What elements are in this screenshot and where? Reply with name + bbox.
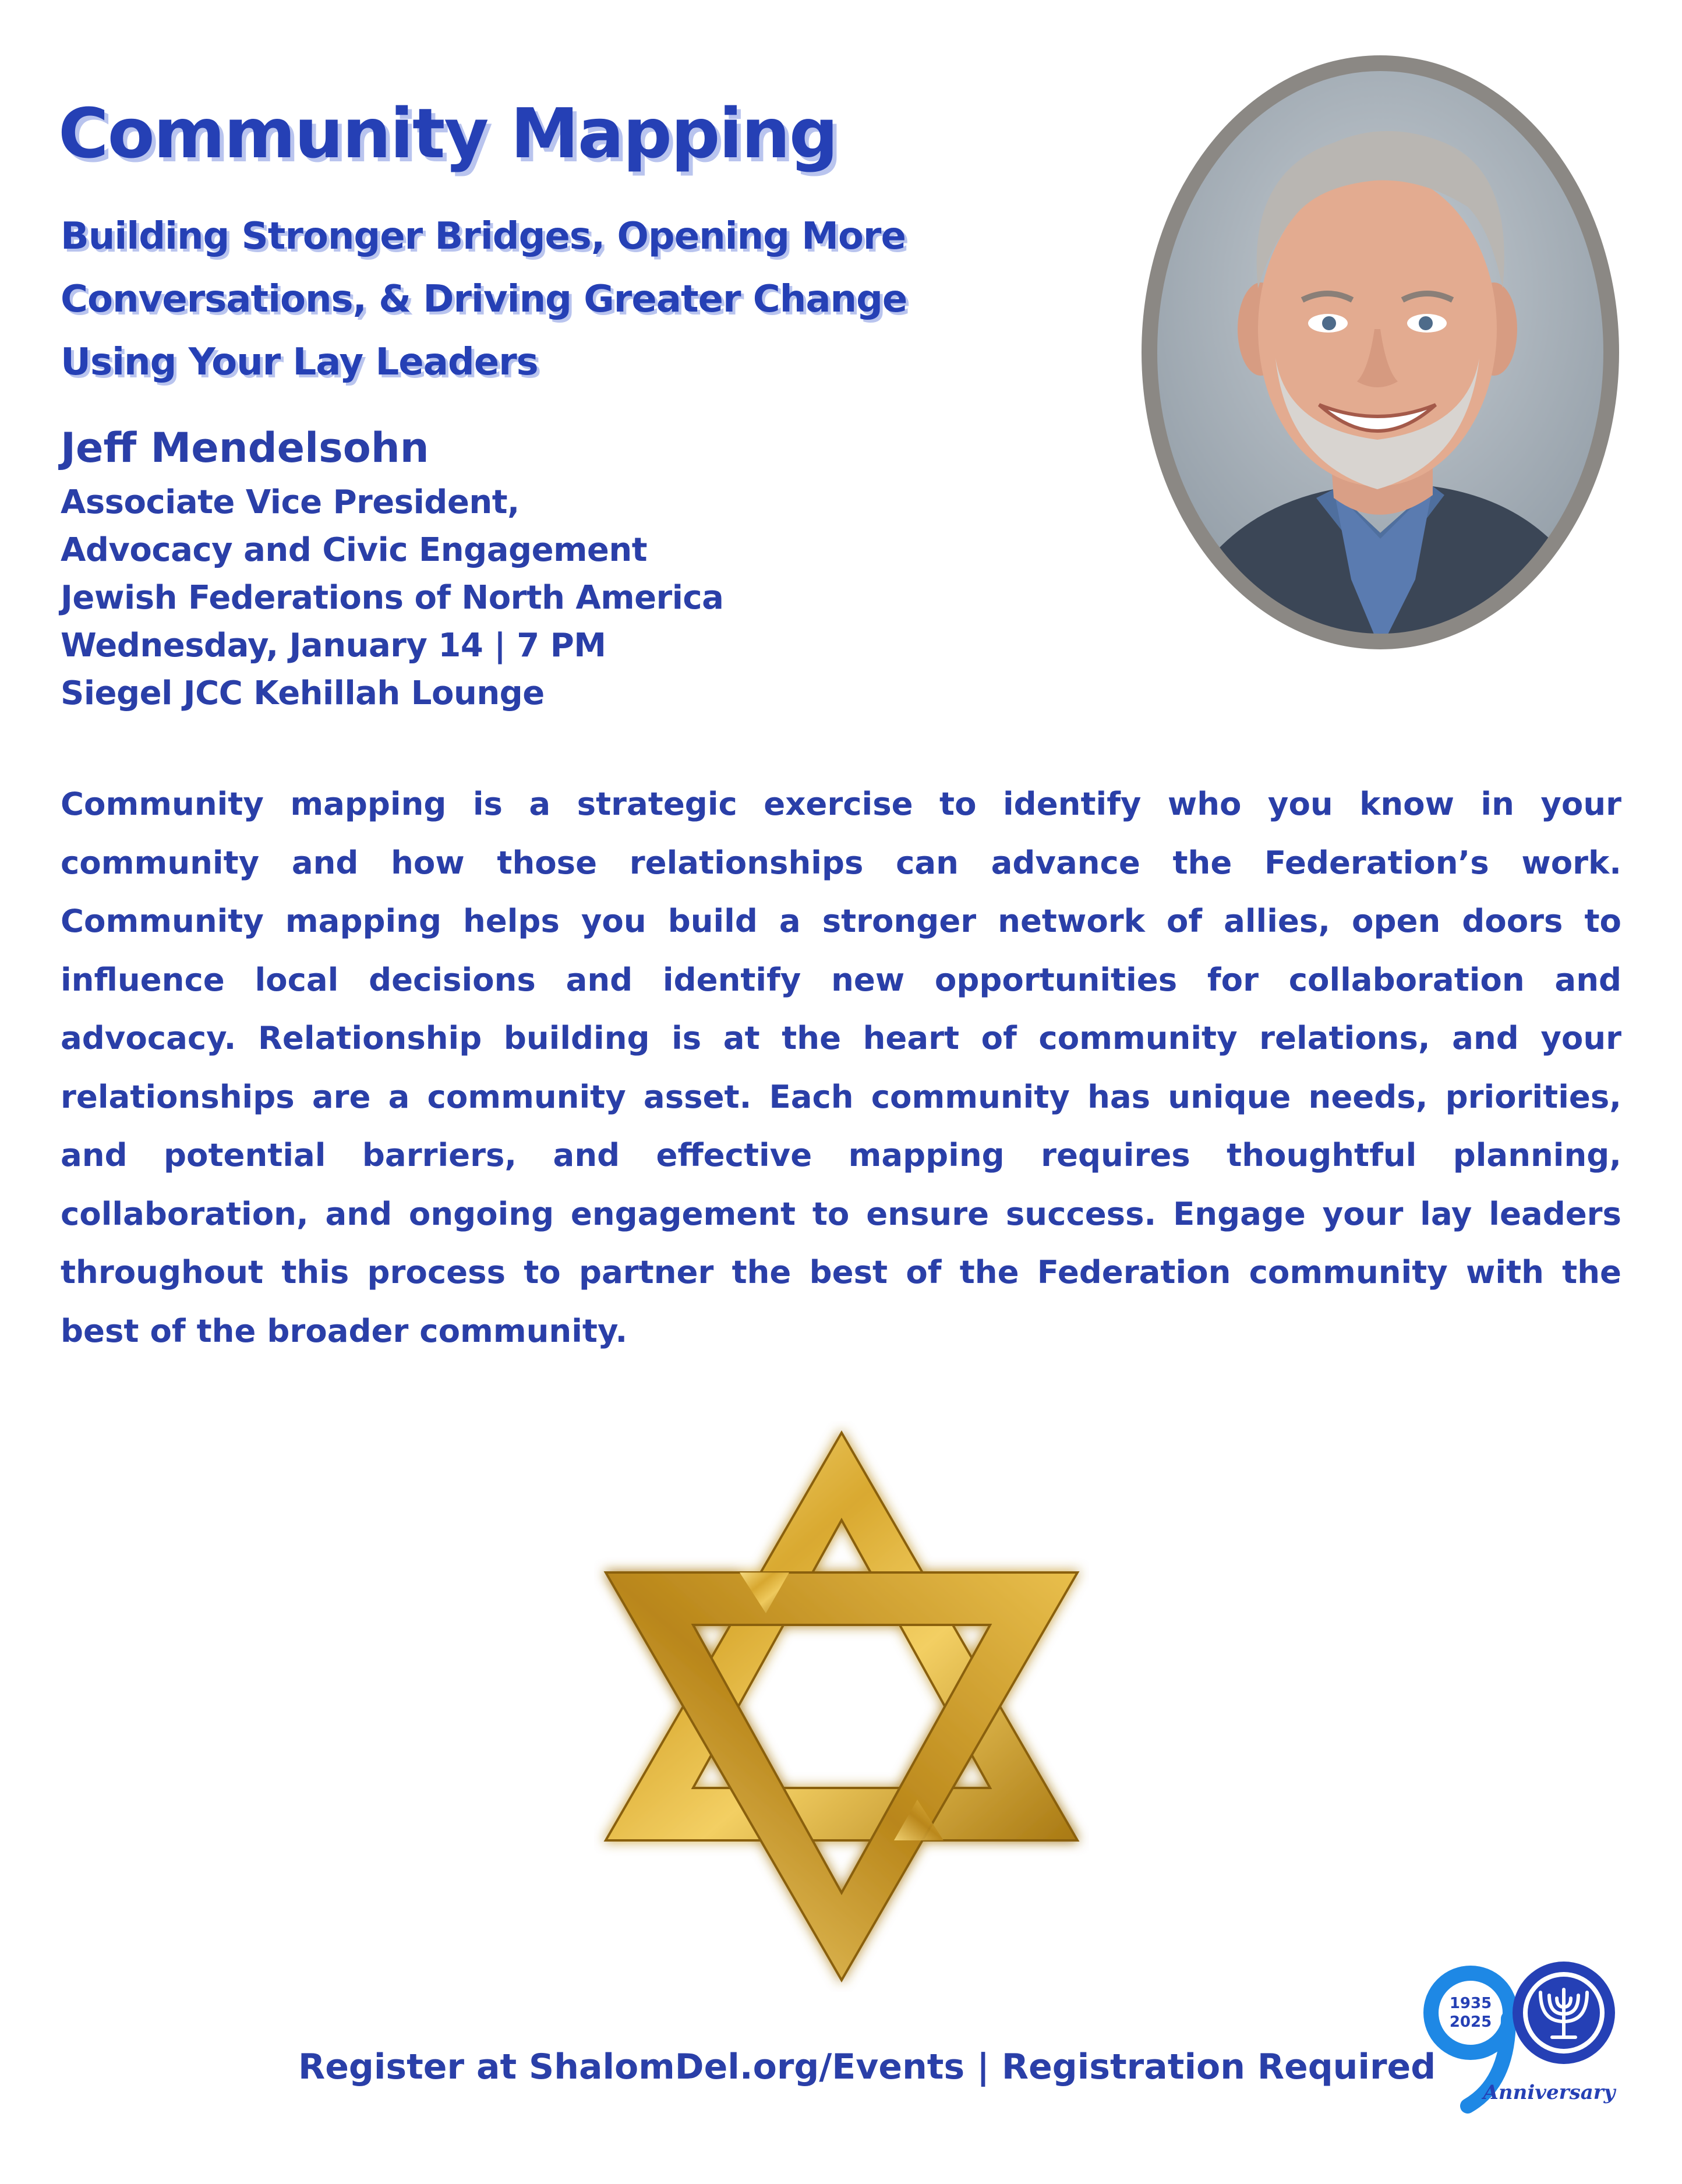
page-title: Community Mapping bbox=[58, 93, 838, 174]
event-description: Community mapping is a strategic exercise to identify who you know in your community and how those relationships can advance the Federation’s work. Community mapping helps you build a stronger network of allies, open doors to influence local decisions and identify new opportunities for collaboration and advocacy. Relationship building is at the heart of community relations, and your relationships are a community asset. Each community has unique needs, priorities, and potential barriers, and effective mapping requires thoughtful planning, collaboration, and ongoing engagement to ensure success. Engage your lay leaders throughout this process to partner the best of the Federation community with the best of the broader community. bbox=[61, 785, 1621, 1349]
speaker-name: Jeff Mendelsohn bbox=[61, 424, 429, 472]
speaker-portrait bbox=[1142, 55, 1619, 649]
subtitle-line: Building Stronger Bridges, Opening More bbox=[61, 215, 906, 258]
subtitle-line: Conversations, & Driving Greater Change bbox=[61, 278, 907, 321]
logo-script: Anniversary bbox=[1483, 2081, 1616, 2104]
logo-year-end: 2025 bbox=[1449, 2013, 1492, 2031]
speaker-title-line1: Associate Vice President, bbox=[61, 483, 520, 521]
registration-footer: Register at ShalomDel.org/Events | Registration Required bbox=[298, 2047, 1436, 2087]
anniversary-logo bbox=[1421, 1949, 1619, 2120]
speaker-title-line2: Advocacy and Civic Engagement bbox=[61, 531, 648, 569]
speaker-organization: Jewish Federations of North America bbox=[61, 579, 724, 617]
speaker-info bbox=[61, 479, 723, 718]
subtitle-line: Using Your Lay Leaders bbox=[61, 341, 538, 384]
logo-year-start: 1935 bbox=[1449, 1995, 1492, 2012]
subtitle bbox=[61, 205, 1167, 394]
event-location: Siegel JCC Kehillah Lounge bbox=[61, 674, 545, 712]
star-of-david-icon bbox=[594, 1421, 1089, 1994]
event-date-time: Wednesday, January 14 | 7 PM bbox=[61, 627, 606, 665]
